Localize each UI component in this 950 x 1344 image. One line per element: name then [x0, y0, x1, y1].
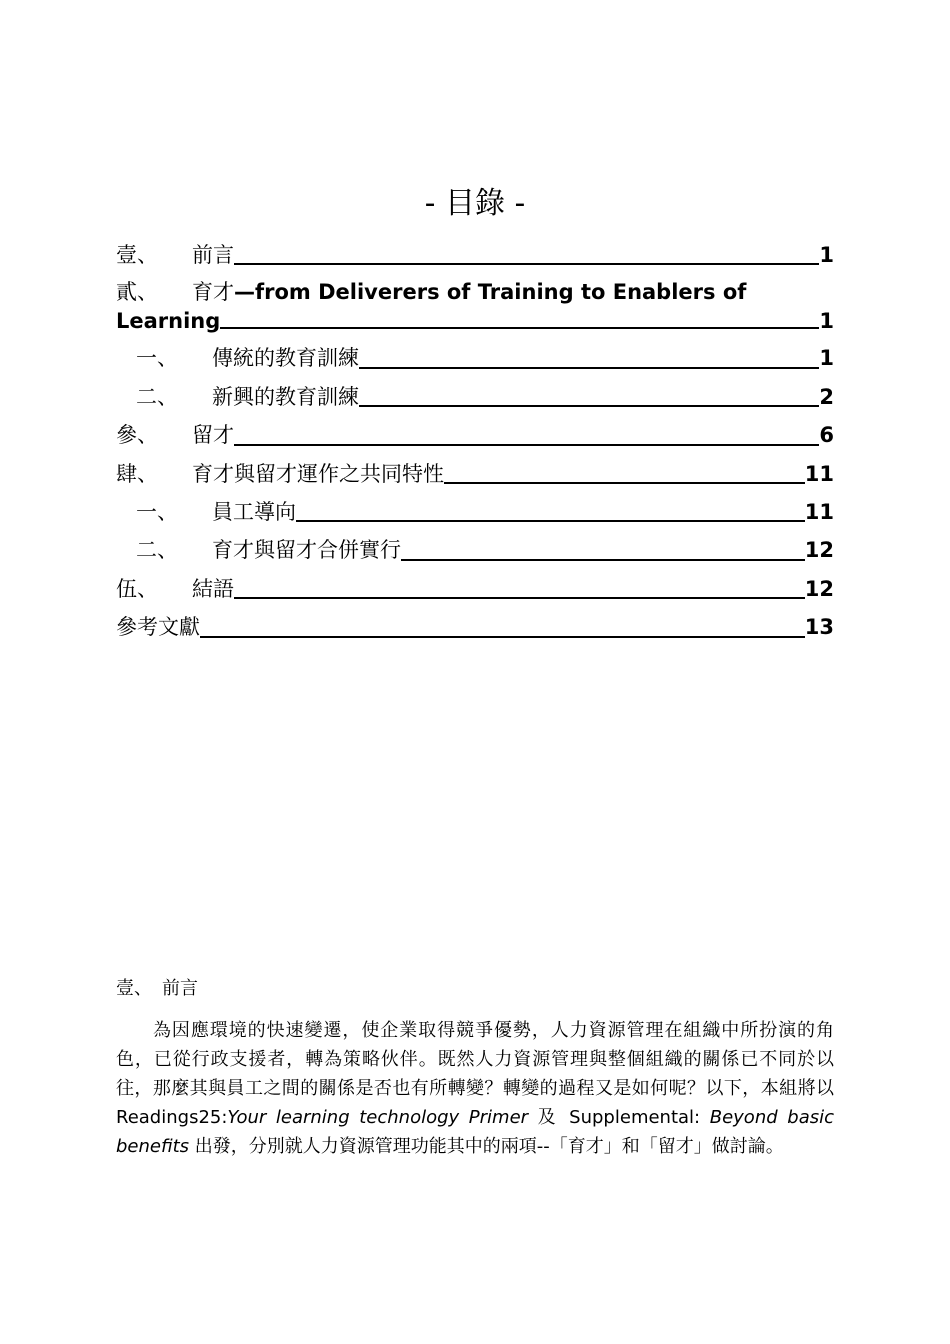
toc-leader-line — [401, 559, 805, 561]
toc-entry-title-bold-continued: Learning — [116, 309, 221, 334]
toc-entry-title: 結語 — [192, 576, 234, 601]
toc-entry-number: 壹、 — [116, 242, 158, 267]
toc-entry[interactable] — [116, 455, 834, 493]
toc-entry-number: 貳、 — [116, 280, 158, 305]
toc-leader-line — [296, 520, 805, 522]
toc-entry[interactable] — [116, 493, 834, 531]
section-number: 壹、 — [116, 978, 152, 999]
toc-leader-line — [444, 482, 805, 484]
toc-entry-page: 6 — [819, 423, 834, 448]
toc-entry-title: 育才與留才運作之共同特性 — [192, 461, 444, 486]
table-of-contents — [116, 236, 834, 647]
toc-entry[interactable] — [116, 416, 834, 454]
toc-entry-page: 2 — [819, 384, 834, 409]
toc-entry-page: 12 — [804, 538, 834, 563]
toc-entry-title: 留才 — [192, 423, 234, 448]
toc-entry[interactable] — [116, 608, 834, 646]
supplemental-title: Beyond basic benefits — [116, 1107, 834, 1157]
reading-title: Your learning technology Primer — [227, 1107, 529, 1128]
toc-leader-line — [200, 636, 805, 638]
section-title: 前言 — [162, 978, 198, 999]
body-paragraph — [116, 1016, 834, 1161]
toc-entry-title: 傳統的教育訓練 — [212, 346, 359, 371]
toc-entry-number: 伍、 — [116, 576, 158, 601]
toc-entry-page: 1 — [819, 346, 834, 371]
toc-leader-line — [359, 367, 819, 369]
toc-entry-title-cjk: 育才 — [192, 280, 234, 305]
paragraph-text: 及 Supplemental: — [528, 1107, 710, 1128]
toc-entry[interactable] — [116, 339, 834, 377]
toc-entry[interactable] — [116, 531, 834, 569]
toc-entry-page: 13 — [804, 615, 834, 640]
toc-leader-line — [234, 263, 819, 265]
toc-entry-number: 一、 — [136, 499, 178, 524]
section-heading — [116, 976, 198, 1002]
toc-entry[interactable] — [116, 378, 834, 416]
toc-entry[interactable] — [116, 570, 834, 608]
paragraph-text: 出發，分別就人力資源管理功能其中的兩項--「育才」和「留才」做討論。 — [189, 1136, 784, 1157]
toc-entry-title: 員工導向 — [212, 499, 296, 524]
toc-entry[interactable] — [116, 236, 834, 274]
toc-entry-title: 參考文獻 — [116, 615, 200, 640]
toc-entry-title-bold: —from Deliverers of Training to Enablers of — [234, 280, 747, 305]
toc-entry-number: 參、 — [116, 423, 158, 448]
toc-entry-page: 1 — [819, 242, 834, 267]
toc-entry-title: 新興的教育訓練 — [212, 384, 359, 409]
toc-entry-number: 二、 — [136, 538, 178, 563]
toc-entry-page: 11 — [804, 461, 834, 486]
toc-entry-title: 育才與留才合併實行 — [212, 538, 401, 563]
toc-entry-page: 1 — [819, 309, 834, 334]
paragraph-text: 為因應環境的快速變遷，使企業取得競爭優勢，人力資源管理在組織中所扮演的角色，已從行政支援者，轉為策略伙伴。既然人力資源管理與整個組織的關係已不同於以往，那麼其與員工之間的關係是否也有所轉變？轉變的過程又是如何呢？以下，本組將以 Readings25: — [116, 1020, 834, 1128]
toc-entry-page: 12 — [804, 576, 834, 601]
toc-leader-line — [234, 444, 819, 446]
toc-leader-line — [234, 597, 805, 599]
toc-entry-number: 二、 — [136, 384, 178, 409]
toc-entry[interactable] — [116, 278, 834, 336]
toc-entry-page: 11 — [804, 499, 834, 524]
toc-entry-number: 肆、 — [116, 461, 158, 486]
toc-leader-line — [220, 327, 819, 329]
toc-title: - 目錄 - — [424, 186, 526, 221]
toc-entry-number: 一、 — [136, 346, 178, 371]
toc-entry-title: 前言 — [192, 242, 234, 267]
toc-leader-line — [359, 405, 819, 407]
